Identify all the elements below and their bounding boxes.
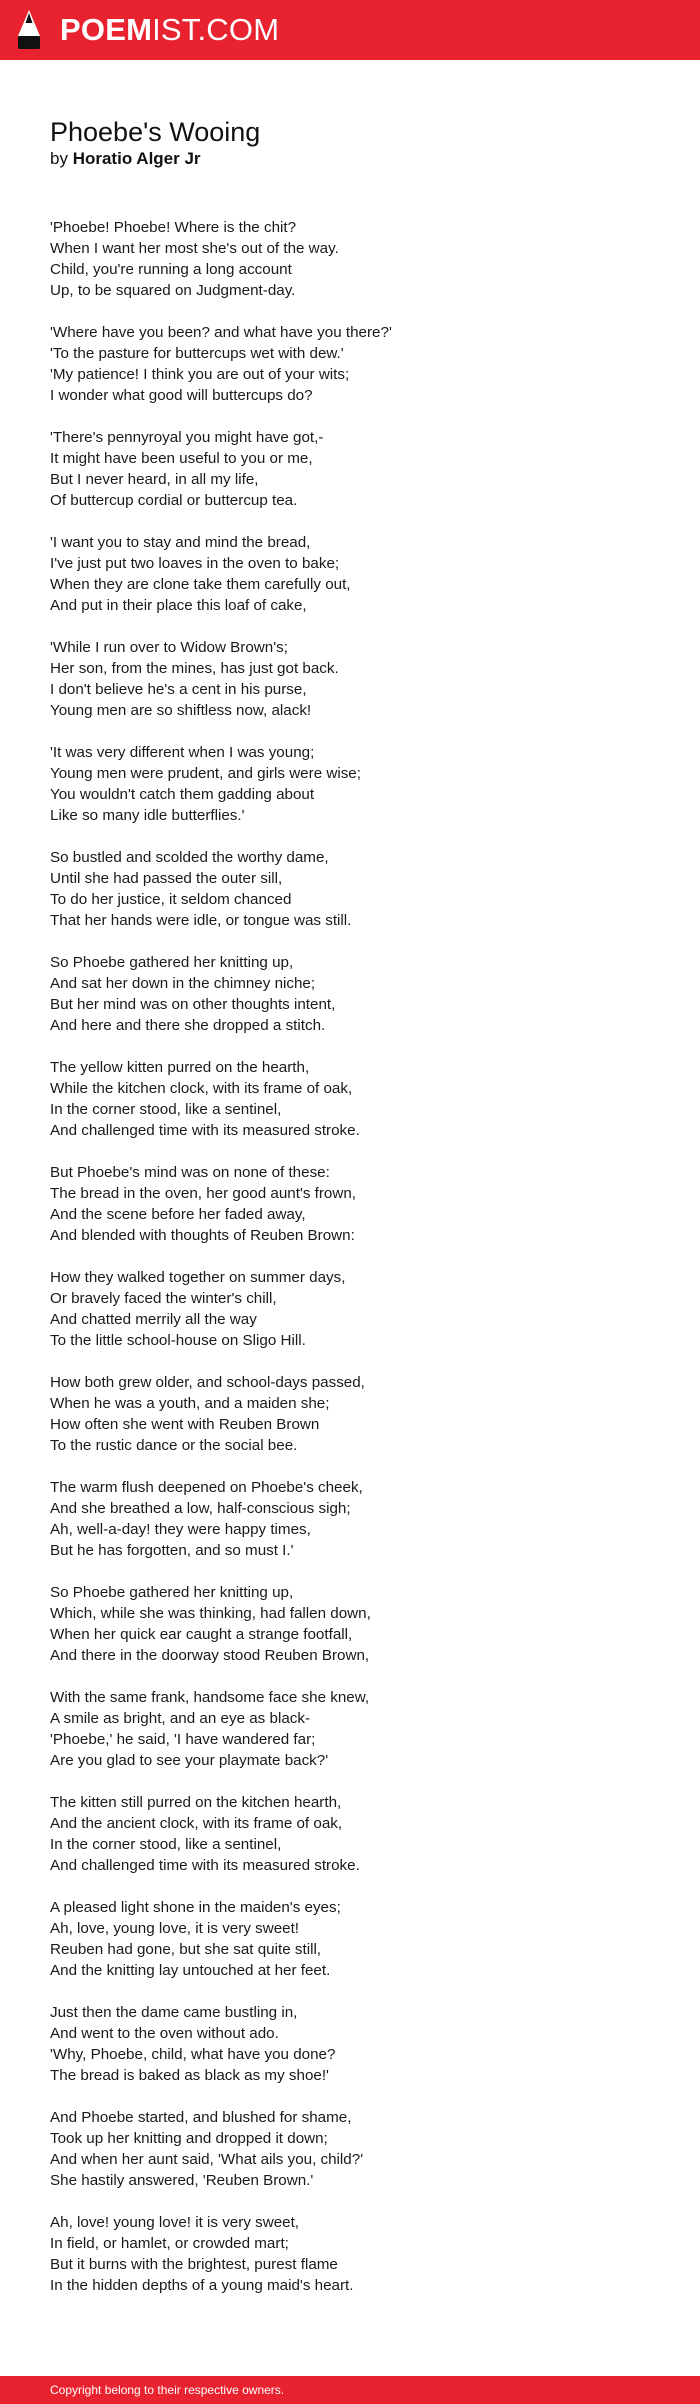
poem-line: While the kitchen clock, with its frame of oak, <box>50 1080 353 1097</box>
poem-line: You wouldn't catch them gadding about <box>50 786 315 803</box>
poem-line: Are you glad to see your playmate back?' <box>50 1752 329 1769</box>
poem-line: Until she had passed the outer sill, <box>50 870 283 887</box>
stanza <box>50 1477 670 1561</box>
poem-line: How often she went with Reuben Brown <box>50 1416 320 1433</box>
poem-line: And put in their place this loaf of cake, <box>50 597 307 614</box>
poem-line: Reuben had gone, but she sat quite still, <box>50 1941 322 1958</box>
author-name[interactable]: Horatio Alger Jr <box>72 149 201 168</box>
poem-line: She hastily answered, 'Reuben Brown.' <box>50 2172 314 2189</box>
poem-line: I don't believe he's a cent in his purse, <box>50 681 307 698</box>
by-label: by <box>50 149 68 168</box>
poem-line: 'Phoebe,' he said, 'I have wandered far; <box>50 1731 316 1748</box>
byline <box>50 148 201 170</box>
poem-line: To the rustic dance or the social bee. <box>50 1437 298 1454</box>
stanza <box>50 847 670 931</box>
stanza <box>50 2212 670 2296</box>
poem-line: With the same frank, handsome face she knew, <box>50 1689 370 1706</box>
poem-line: Ah, love, young love, it is very sweet! <box>50 1920 300 1937</box>
poem-line: Just then the dame came bustling in, <box>50 2004 298 2021</box>
stanza <box>50 1162 670 1246</box>
poem-line: And blended with thoughts of Reuben Brown: <box>50 1227 355 1244</box>
poem-line: 'While I run over to Widow Brown's; <box>50 639 288 656</box>
stanza <box>50 532 670 616</box>
poem-line: When they are clone take them carefully out, <box>50 576 351 593</box>
poem-line: 'Phoebe! Phoebe! Where is the chit? <box>50 219 297 236</box>
poem-line: A pleased light shone in the maiden's eyes; <box>50 1899 341 1916</box>
poem-line: I wonder what good will buttercups do? <box>50 387 313 404</box>
stanza <box>50 742 670 826</box>
poem-line: And sat her down in the chimney niche; <box>50 975 316 992</box>
poem-line: Of buttercup cordial or buttercup tea. <box>50 492 298 509</box>
poem-line: The bread in the oven, her good aunt's frown, <box>50 1185 357 1202</box>
poem-line: In the hidden depths of a young maid's heart. <box>50 2277 354 2294</box>
poem-line: But her mind was on other thoughts intent, <box>50 996 336 1013</box>
poem-line: Up, to be squared on Judgment-day. <box>50 282 296 299</box>
site-logo[interactable] <box>60 12 279 48</box>
poem-line: Which, while she was thinking, had fallen down, <box>50 1605 371 1622</box>
poem-line: And challenged time with its measured stroke. <box>50 1857 360 1874</box>
logo-light-text: IST.COM <box>152 12 280 47</box>
stanza <box>50 1057 670 1141</box>
poem-line: Ah, love! young love! it is very sweet, <box>50 2214 300 2231</box>
stanza <box>50 1582 670 1666</box>
site-footer <box>0 2376 700 2404</box>
poem-line: How both grew older, and school-days passed, <box>50 1374 365 1391</box>
poem-line: 'It was very different when I was young; <box>50 744 315 761</box>
poem-line: And challenged time with its measured stroke. <box>50 1122 360 1139</box>
poem-line: The bread is baked as black as my shoe!' <box>50 2067 329 2084</box>
poem-line: And Phoebe started, and blushed for shame, <box>50 2109 352 2126</box>
poem-line: When her quick ear caught a strange footfall, <box>50 1626 353 1643</box>
poem-line: Young men were prudent, and girls were wise; <box>50 765 361 782</box>
poem-line: 'There's pennyroyal you might have got,- <box>50 429 324 446</box>
poem-line: But Phoebe's mind was on none of these: <box>50 1164 330 1181</box>
poem-line: To do her justice, it seldom chanced <box>50 891 292 908</box>
poem-line: Child, you're running a long account <box>50 261 292 278</box>
poem-line: In the corner stood, like a sentinel, <box>50 1101 282 1118</box>
poem-line: But he has forgotten, and so must I.' <box>50 1542 294 1559</box>
poem-line: So bustled and scolded the worthy dame, <box>50 849 329 866</box>
poem-body <box>50 217 670 2317</box>
poem-line: To the little school-house on Sligo Hill. <box>50 1332 306 1349</box>
poem-line: 'I want you to stay and mind the bread, <box>50 534 311 551</box>
poem-line: But it burns with the brightest, purest flame <box>50 2256 338 2273</box>
stanza <box>50 427 670 511</box>
site-header <box>0 0 700 60</box>
poem-line: A smile as bright, and an eye as black- <box>50 1710 311 1727</box>
poem-line: The yellow kitten purred on the hearth, <box>50 1059 310 1076</box>
poem-line: And the knitting lay untouched at her feet. <box>50 1962 331 1979</box>
poem-line: And the scene before her faded away, <box>50 1206 306 1223</box>
poem-line: In field, or hamlet, or crowded mart; <box>50 2235 289 2252</box>
poem-line: And she breathed a low, half-conscious sigh; <box>50 1500 351 1517</box>
poem-line: That her hands were idle, or tongue was still. <box>50 912 352 929</box>
poem-line: And the ancient clock, with its frame of oak, <box>50 1815 343 1832</box>
poem-line: So Phoebe gathered her knitting up, <box>50 1584 294 1601</box>
poem-line: It might have been useful to you or me, <box>50 450 313 467</box>
poem-line: And when her aunt said, 'What ails you, child?' <box>50 2151 364 2168</box>
stanza <box>50 1897 670 1981</box>
poem-line: The kitten still purred on the kitchen hearth, <box>50 1794 342 1811</box>
poem-line: And chatted merrily all the way <box>50 1311 257 1328</box>
stanza <box>50 637 670 721</box>
stanza <box>50 1372 670 1456</box>
poem-line: So Phoebe gathered her knitting up, <box>50 954 294 971</box>
poem-line: Took up her knitting and dropped it down; <box>50 2130 328 2147</box>
pencil-icon[interactable] <box>17 9 41 51</box>
poem-line: How they walked together on summer days, <box>50 1269 346 1286</box>
poem-line: And went to the oven without ado. <box>50 2025 279 2042</box>
poem-line: Like so many idle butterflies.' <box>50 807 245 824</box>
stanza <box>50 217 670 301</box>
poem-line: When he was a youth, and a maiden she; <box>50 1395 330 1412</box>
poem-line: 'To the pasture for buttercups wet with dew.' <box>50 345 344 362</box>
poem-line: Or bravely faced the winter's chill, <box>50 1290 277 1307</box>
poem-line: Young men are so shiftless now, alack! <box>50 702 312 719</box>
poem-line: Her son, from the mines, has just got back. <box>50 660 339 677</box>
poem-line: Ah, well-a-day! they were happy times, <box>50 1521 311 1538</box>
poem-line: I've just put two loaves in the oven to bake; <box>50 555 340 572</box>
stanza <box>50 1267 670 1351</box>
poem-line: When I want her most she's out of the way. <box>50 240 339 257</box>
stanza <box>50 1687 670 1771</box>
poem-line: 'Why, Phoebe, child, what have you done? <box>50 2046 336 2063</box>
poem-line: The warm flush deepened on Phoebe's cheek, <box>50 1479 363 1496</box>
poem-title: Phoebe's Wooing <box>50 117 261 147</box>
poem-line: But I never heard, in all my life, <box>50 471 259 488</box>
stanza <box>50 952 670 1036</box>
stanza <box>50 1792 670 1876</box>
poem-line: And there in the doorway stood Reuben Brown, <box>50 1647 370 1664</box>
logo-bold-text: POEM <box>60 12 153 47</box>
poem-line: And here and there she dropped a stitch. <box>50 1017 326 1034</box>
poem-line: 'My patience! I think you are out of your wits; <box>50 366 350 383</box>
stanza <box>50 2107 670 2191</box>
copyright-text: Copyright belong to their respective owners. <box>50 2383 285 2397</box>
poem-line: 'Where have you been? and what have you there?' <box>50 324 392 341</box>
poem-line: In the corner stood, like a sentinel, <box>50 1836 282 1853</box>
stanza <box>50 2002 670 2086</box>
stanza <box>50 322 670 406</box>
